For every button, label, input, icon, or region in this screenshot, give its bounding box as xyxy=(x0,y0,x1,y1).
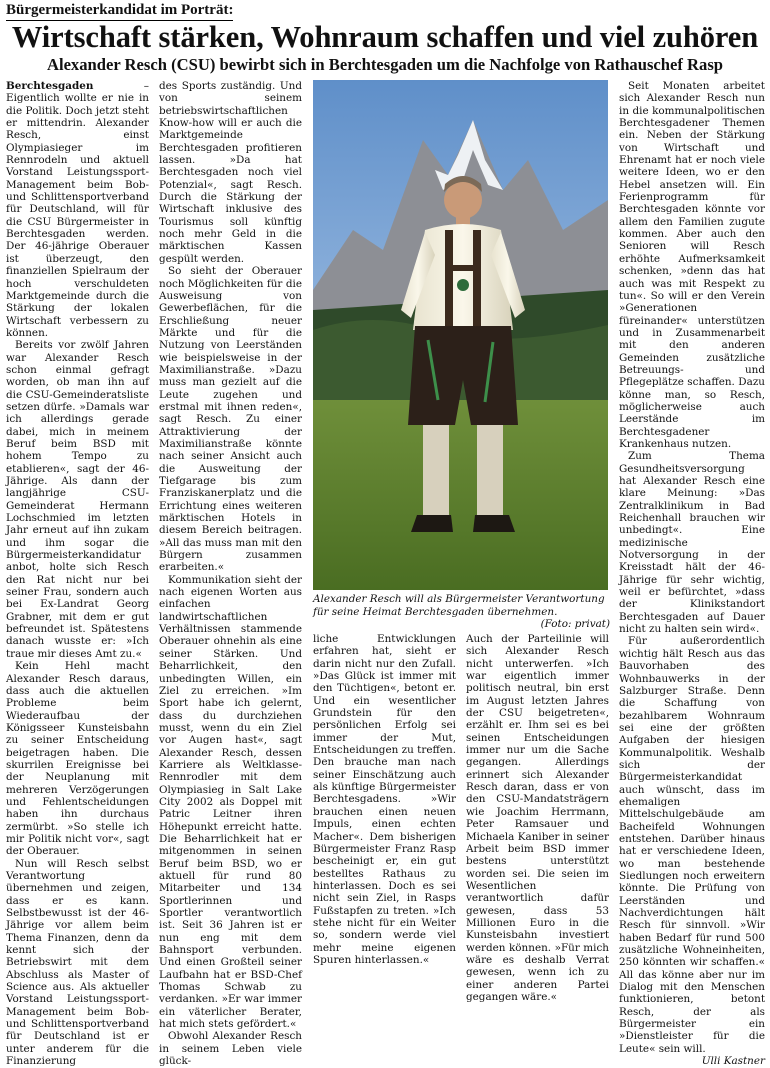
article-column-5 xyxy=(619,80,765,1068)
photo-caption xyxy=(313,593,610,631)
article-column-2 xyxy=(159,80,302,1068)
paragraph: Kommunikation sieht der nach eigenen Worten aus einfachen landwirtschaftlichen Verhältnissen stammende Oberauer ohnehin als eine seiner Stärken. Und Beharrlichkeit, den unbedingten Willen, ein Ziel zu erreichen. »Im Sport habe ich gelernt, dass du durchziehen musst, wenn du ein Ziel vor Augen hast«, sagt Alexander Resch, dessen Karriere als Weltklasse-Rennrodler mit dem Olympiasieg in Salt Lake City 2002 als Doppel mit Patric Leitner ihren Höhepunkt erreicht hatte. Die Beharrlichkeit hat er mitgenommen in seinen Beruf beim BSD, wo er aktuell für rund 80 Mitarbeiter und 134 Sportlerinnen und Sportler verantwortlich ist. Seit 36 Jahren ist er nun eng mit dem Bahnsport verbunden. Und einen Großteil seiner Laufbahn hat er BSD-Chef Thomas Schwab zu verdanken. »Er war immer ein väterlicher Berater, hat mich stets gefördert.« xyxy=(159,573,302,1031)
article-column-4 xyxy=(466,633,609,1003)
caption-text: Alexander Resch will als Bürgermeister Verantwortung für seine Heimat Berchtesgaden übernehmen. xyxy=(313,593,605,618)
portrait-photo xyxy=(313,80,608,590)
article-column-1 xyxy=(6,80,149,1068)
paragraph: Nun will Resch selbst Verantwortung übernehmen und zeigen, dass er es kann. Selbstbewusst ist der 46-Jährige vor allem beim Thema Finanzen, denn da kennt sich der Betriebswirt mit dem Abschluss als Master of Science aus. Als aktueller Vorstand Leistungssport-Management beim Bob- und Schlittensportverband für Deutschland ist er unter anderem für die Finanzierung xyxy=(6,857,149,1068)
kicker: Bürgermeisterkandidat im Porträt: xyxy=(6,2,233,21)
dateline: Berchtesgaden xyxy=(6,80,94,92)
photo-illustration xyxy=(313,80,608,590)
paragraph: So sieht der Oberauer noch Möglichkeiten für die Ausweisung von Gewerbeflächen, für die Erschließung neuer Märkte und für die Nutzung von Leerständen wie beispielsweise in der Maximilianstraße. »Dazu muss man gezielt auf die Leute zugehen und erstmal mit ihnen reden«, sagt Resch. Zu einer Attraktivierung der Maximilianstraße könnte nach seiner Ansicht auch die Ausweitung der Tiefgarage bis zum Franziskanerplatz und die Errichtung eines weiteren märktischen Hotels in diesem Bereich beitragen. »All das muss man mit den Bürgern zusammen erarbeiten.« xyxy=(159,265,302,574)
author-byline: Ulli Kastner xyxy=(701,1055,765,1068)
paragraph: liche Entwicklungen erfahren hat, sieht er darin nicht nur den Zufall. »Das Glück ist immer mit den Tüchtigen«, betont er. Und ein wesentlicher Grundstein für den persönlichen Erfolg sei immer der Mut, Entscheidungen zu treffen. Den brauche man nach seiner Einschätzung auch als künftige Bürgermeister Berchtesgadens. »Wir brauchen einen neuen Impuls, einen echten Macher«. Dem bisherigen Bürgermeister Franz Rasp bescheinigt er, ein gut bestelltes Rathaus zu hinterlassen. Doch es sei nicht sein Ziel, in Rasps Fußstapfen zu treten. »Ich stehe nicht für ein Weiter so, sondern werde viel mehr meine eigenen Spuren hinterlassen.« xyxy=(313,633,456,966)
subheadline: Alexander Resch (CSU) bewirbt sich in Berchtesgaden um die Nachfolge von Rathauschef Rasp xyxy=(46,55,724,74)
paragraph: Berchtesgaden – Eigentlich wollte er nie in die Politik. Doch jetzt steht er mittendrin. Alexander Resch, einst Olympiasieger im Rennrodeln und aktuell Vorstand Leistungssport-Management beim Bob- und Schlittensportverband für Deutschland, will für die CSU Bürgermeister in Berchtesgaden werden. Der 46-jährige Oberauer ist überzeugt, den finanziellen Spielraum der hoch verschuldeten Marktgemeinde durch die Stärkung der lokalen Wirtschaft verbessern zu können. xyxy=(6,80,149,339)
paragraph: Obwohl Alexander Resch in seinem Leben viele glück- xyxy=(159,1030,302,1068)
headline: Wirtschaft stärken, Wohnraum schaffen und viel zuhören xyxy=(11,20,759,54)
paragraph: Kein Hehl macht Alexander Resch daraus, dass auch die aktuellen Probleme beim Wiederaufbau der Königsseer Kunsteisbahn zu seiner Entscheidung beigetragen haben. Die skurrilen Ereignisse bei der Neuplanung mit mehreren Verzögerungen und Fehlentscheidungen haben ihn durchaus zermürbt. »So stelle ich mir Politik nicht vor«, sagt der Oberauer. xyxy=(6,660,149,858)
paragraph: Für außerordentlich wichtig hält Resch aus das Bauvorhaben des Wohnbauwerks in der Salzburger Straße. Denn die Schaffung von bezahlbarem Wohnraum sei eine der größten Aufgaben der hiesigen Kommunalpolitik. Weshalb sich der Bürgermeisterkandidat auch wünscht, dass im ehemaligen Mittelschulgebäude am Bacheifeld Wohnungen entstehen. Darüber hinaus hat er verschiedene Ideen, wo man bestehende Siedlungen noch erweitern könnte. Die Prüfung von Leerständen und Nachverdichtungen hält Resch für sinnvoll. »Wir haben Bedarf für rund 500 zusätzliche Wohneinheiten, 250 könnten wir schaffen.« All das könne aber nur im Dialog mit den Menschen funktionieren, betont Resch, der als Bürgermeister ein »Dienstleister für die Leute« sein will. xyxy=(619,635,765,1055)
paragraph: Zum Thema Gesundheitsversorgung hat Alexander Resch eine klare Meinung: »Das Zentralklinikum in Bad Reichenhall brauchen wir unbedingt«. Eine medizinische Notversorgung in der Kreisstadt hält der 46-Jährige für sehr wichtig, weil er befürchtet, »dass der Klinikstandort Berchtesgaden auf Dauer nicht zu halten sein wird«. xyxy=(619,450,765,636)
paragraph: Seit Monaten arbeitet sich Alexander Resch nun in die kommunalpolitischen Berchtesgadener Themen ein. Neben der Stärkung von Wirtschaft und Ehrenamt hat er noch viele weitere Ideen, wo er den Hebel ansetzen will. Ein Ferienprogramm für Berchtesgaden könnte vor allem den Familien zugute kommen. Aber auch den Senioren will Resch erhöhte Aufmerksamkeit schenken, »denn das hat auch was mit Respekt zu tun«. So will er den Verein »Generationen füreinander« unterstützen und in Zusammenarbeit mit den anderen Gemeinden zusätzliche Betreuungs- und Pflegeplätze schaffen. Dazu könne man, so Resch, möglicherweise auch Leerstände im Berchtesgadener Krankenhaus nutzen. xyxy=(619,80,765,450)
paragraph: Bereits vor zwölf Jahren war Alexander Resch schon einmal gefragt worden, ob man ihn auf die CSU-Gemeinderatsliste setzen dürfe. »Damals war ich allerdings gerade dabei, mich in meinem Beruf beim BSD mit hohem Tempo zu etablieren«, sagt der 46-Jährige. Als dann der langjährige CSU-Gemeinderat Hermann Lochschmied im letzten Jahr erneut auf ihn zukam und ihm sogar die Bürgermeisterkandidatur anbot, holte sich Resch den Rat nicht nur bei seiner Frau, sondern auch bei Ex-Landrat Georg Grabner, mit dem er gut befreundet ist. Spätestens danach wusste er: »Ich traue mir dieses Amt zu.« xyxy=(6,339,149,660)
article-column-3 xyxy=(313,633,456,966)
photo-credit: (Foto: privat) xyxy=(540,618,610,630)
paragraph: Auch der Parteilinie will sich Alexander Resch nicht unterwerfen. »Ich war eigentlich immer politisch neutral, bin erst im August letzten Jahres der CSU beigetreten«, erzählt er. Ihm sei es bei seinen Entscheidungen immer nur um die Sache gegangen. Allerdings erinnert sich Alexander Resch daran, dass er von den CSU-Mandatsträgern wie Joachim Herrmann, Peter Ramsauer und Michaela Kaniber in seiner Arbeit beim BSD immer bestens unterstützt worden sei. Die seien im Wesentlichen verantwortlich dafür gewesen, dass 53 Millionen Euro in die Kunsteisbahn investiert werden können. »Für mich wäre es deshalb Verrat gewesen, wenn ich zu einer anderen Partei gegangen wäre.« xyxy=(466,633,609,1003)
paragraph: des Sports zuständig. Und von seinem betriebswirtschaftlichen Know-how will er auch die Marktgemeinde Berchtesgaden profitieren lassen. »Da hat Berchtesgaden noch viel Potenzial«, sagt Resch. Durch die Stärkung der Wirtschaft inklusive des Tourismus soll künftig noch mehr Geld in die märktischen Kassen gespült werden. xyxy=(159,80,302,265)
